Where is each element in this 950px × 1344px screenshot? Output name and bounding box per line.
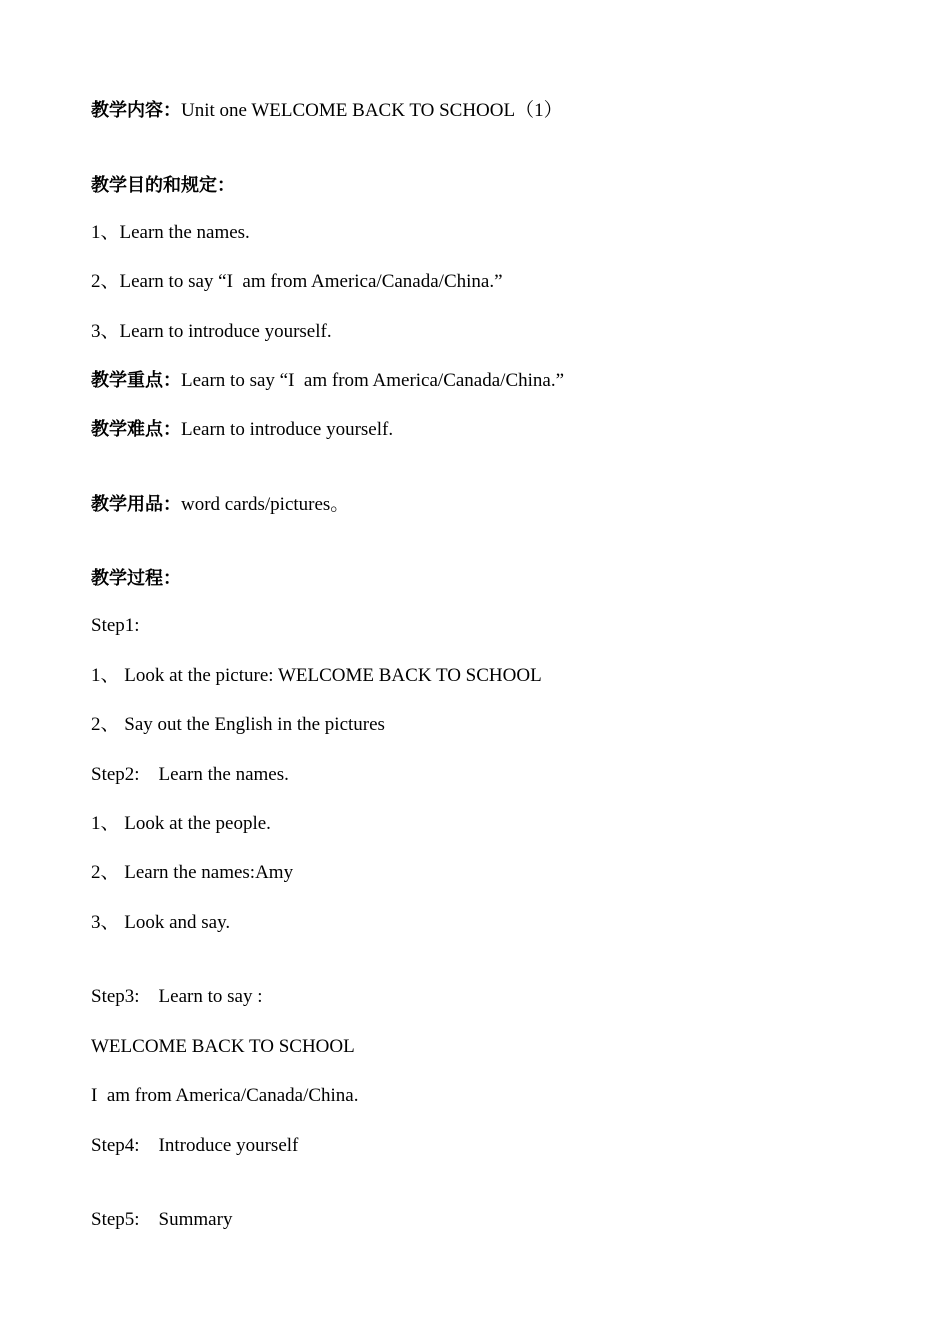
step5-title: Step5: Summary xyxy=(91,1209,233,1230)
step2-title: Step2: Learn the names. xyxy=(91,764,289,785)
materials-label: 教学用品： xyxy=(91,494,181,515)
step4-title: Step4: Introduce yourself xyxy=(91,1135,299,1156)
objective-item: 2、Learn to say “I am from America/Canada/China.” xyxy=(91,271,503,292)
step2-item: 1、 Look at the people. xyxy=(91,813,271,834)
key-point-line xyxy=(91,369,564,393)
step1-title: Step1: xyxy=(91,615,140,636)
step2-item: 2、 Learn the names:Amy xyxy=(91,862,294,883)
objectives-heading: 教学目的和规定： xyxy=(91,175,235,196)
teaching-content-label: 教学内容： xyxy=(91,100,181,121)
step2-item: 3、 Look and say. xyxy=(91,912,231,933)
difficult-point-line xyxy=(91,418,393,442)
objective-item: 3、Learn to introduce yourself. xyxy=(91,321,332,342)
key-point-label: 教学重点： xyxy=(91,370,181,391)
difficult-point-label: 教学难点： xyxy=(91,419,181,440)
materials-line xyxy=(91,493,349,517)
objective-item: 1、Learn the names. xyxy=(91,222,250,243)
teaching-content-text: Unit one WELCOME BACK TO SCHOOL（1） xyxy=(181,100,563,121)
key-point-text: Learn to say “I am from America/Canada/China.” xyxy=(181,370,565,391)
step3-line: WELCOME BACK TO SCHOOL xyxy=(91,1036,355,1057)
materials-text: word cards/pictures。 xyxy=(181,494,350,515)
step1-item: 2、 Say out the English in the pictures xyxy=(91,714,385,735)
teaching-content-line xyxy=(91,99,563,123)
step3-line: I am from America/Canada/China. xyxy=(91,1085,359,1106)
difficult-point-text: Learn to introduce yourself. xyxy=(181,419,394,440)
step3-title: Step3: Learn to say : xyxy=(91,986,263,1007)
step1-item: 1、 Look at the picture: WELCOME BACK TO SCHOOL xyxy=(91,665,542,686)
process-heading: 教学过程： xyxy=(91,568,181,589)
